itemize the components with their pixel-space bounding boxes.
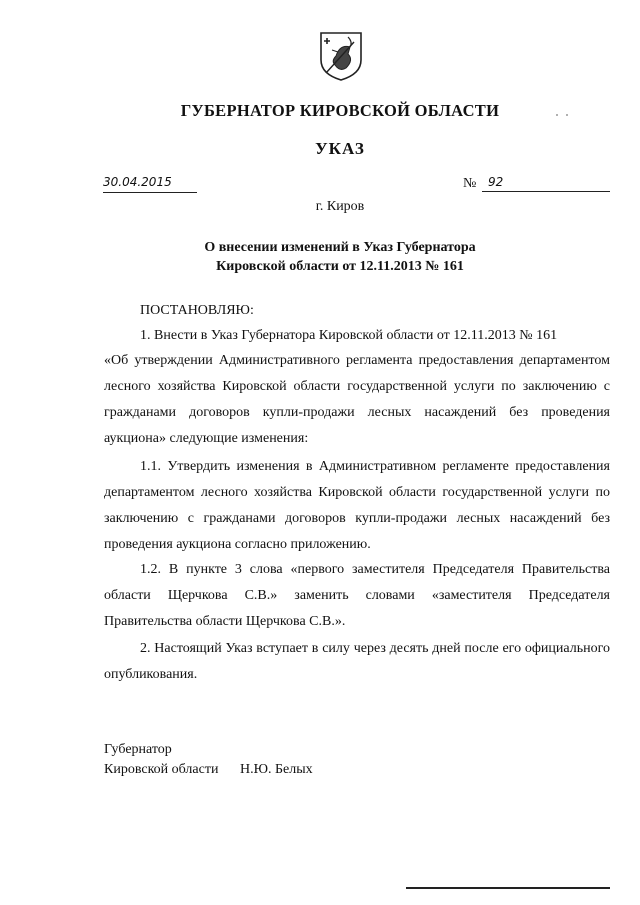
item-2-text: 2. Настоящий Указ вступает в силу через десять дней после его официального опубликования.: [104, 641, 610, 682]
signatory-position-line-2: Кировской области: [104, 762, 219, 777]
scan-speck: [556, 114, 558, 116]
footer-rule: [406, 887, 610, 889]
item-1-text: «Об утверждении Административного регламента предоставления департаментом лесного хозяйства Кировской области государственной услуги по заключению с гражданами договоров купли-продажи лесных насаждений без проведения аукциона» следующие изменения:: [104, 353, 610, 446]
signatory-name: Н.Ю. Белых: [240, 762, 313, 777]
document-date: 30.04.2015: [103, 174, 197, 193]
item-1-2-text: 1.2. В пункте 3 слова «первого заместителя Председателя Правительства области Щерчкова С.В.» заменить словами «заместителя Председателя Правительства области Щерчкова С.В.».: [104, 562, 610, 629]
title-line-1: О внесении изменений в Указ Губернатора: [204, 240, 476, 255]
issue-place: г. Киров: [315, 199, 365, 214]
resolve-heading: ПОСТАНОВЛЯЮ:: [140, 303, 254, 318]
number-label: №: [463, 176, 477, 191]
scan-speck: [566, 114, 568, 116]
title-line-2: Кировской области от 12.11.2013 № 161: [216, 259, 464, 274]
document-type: УКАЗ: [315, 139, 365, 158]
document-number: 92: [482, 174, 610, 192]
item-1-1-text: 1.1. Утвердить изменения в Административном регламенте предоставления департаментом лесного хозяйства Кировской области государственной услуги по заключению с гражданами договоров купли-продажи лесных насаждений без проведения аукциона согласно приложению.: [104, 459, 610, 552]
item-1-first-line: 1. Внести в Указ Губернатора Кировской области от 12.11.2013 № 161: [140, 328, 558, 343]
signatory-position-line-1: Губернатор: [104, 742, 172, 757]
issuing-authority: ГУБЕРНАТОР КИРОВСКОЙ ОБЛАСТИ: [180, 101, 500, 120]
coat-of-arms-icon: [318, 30, 364, 82]
